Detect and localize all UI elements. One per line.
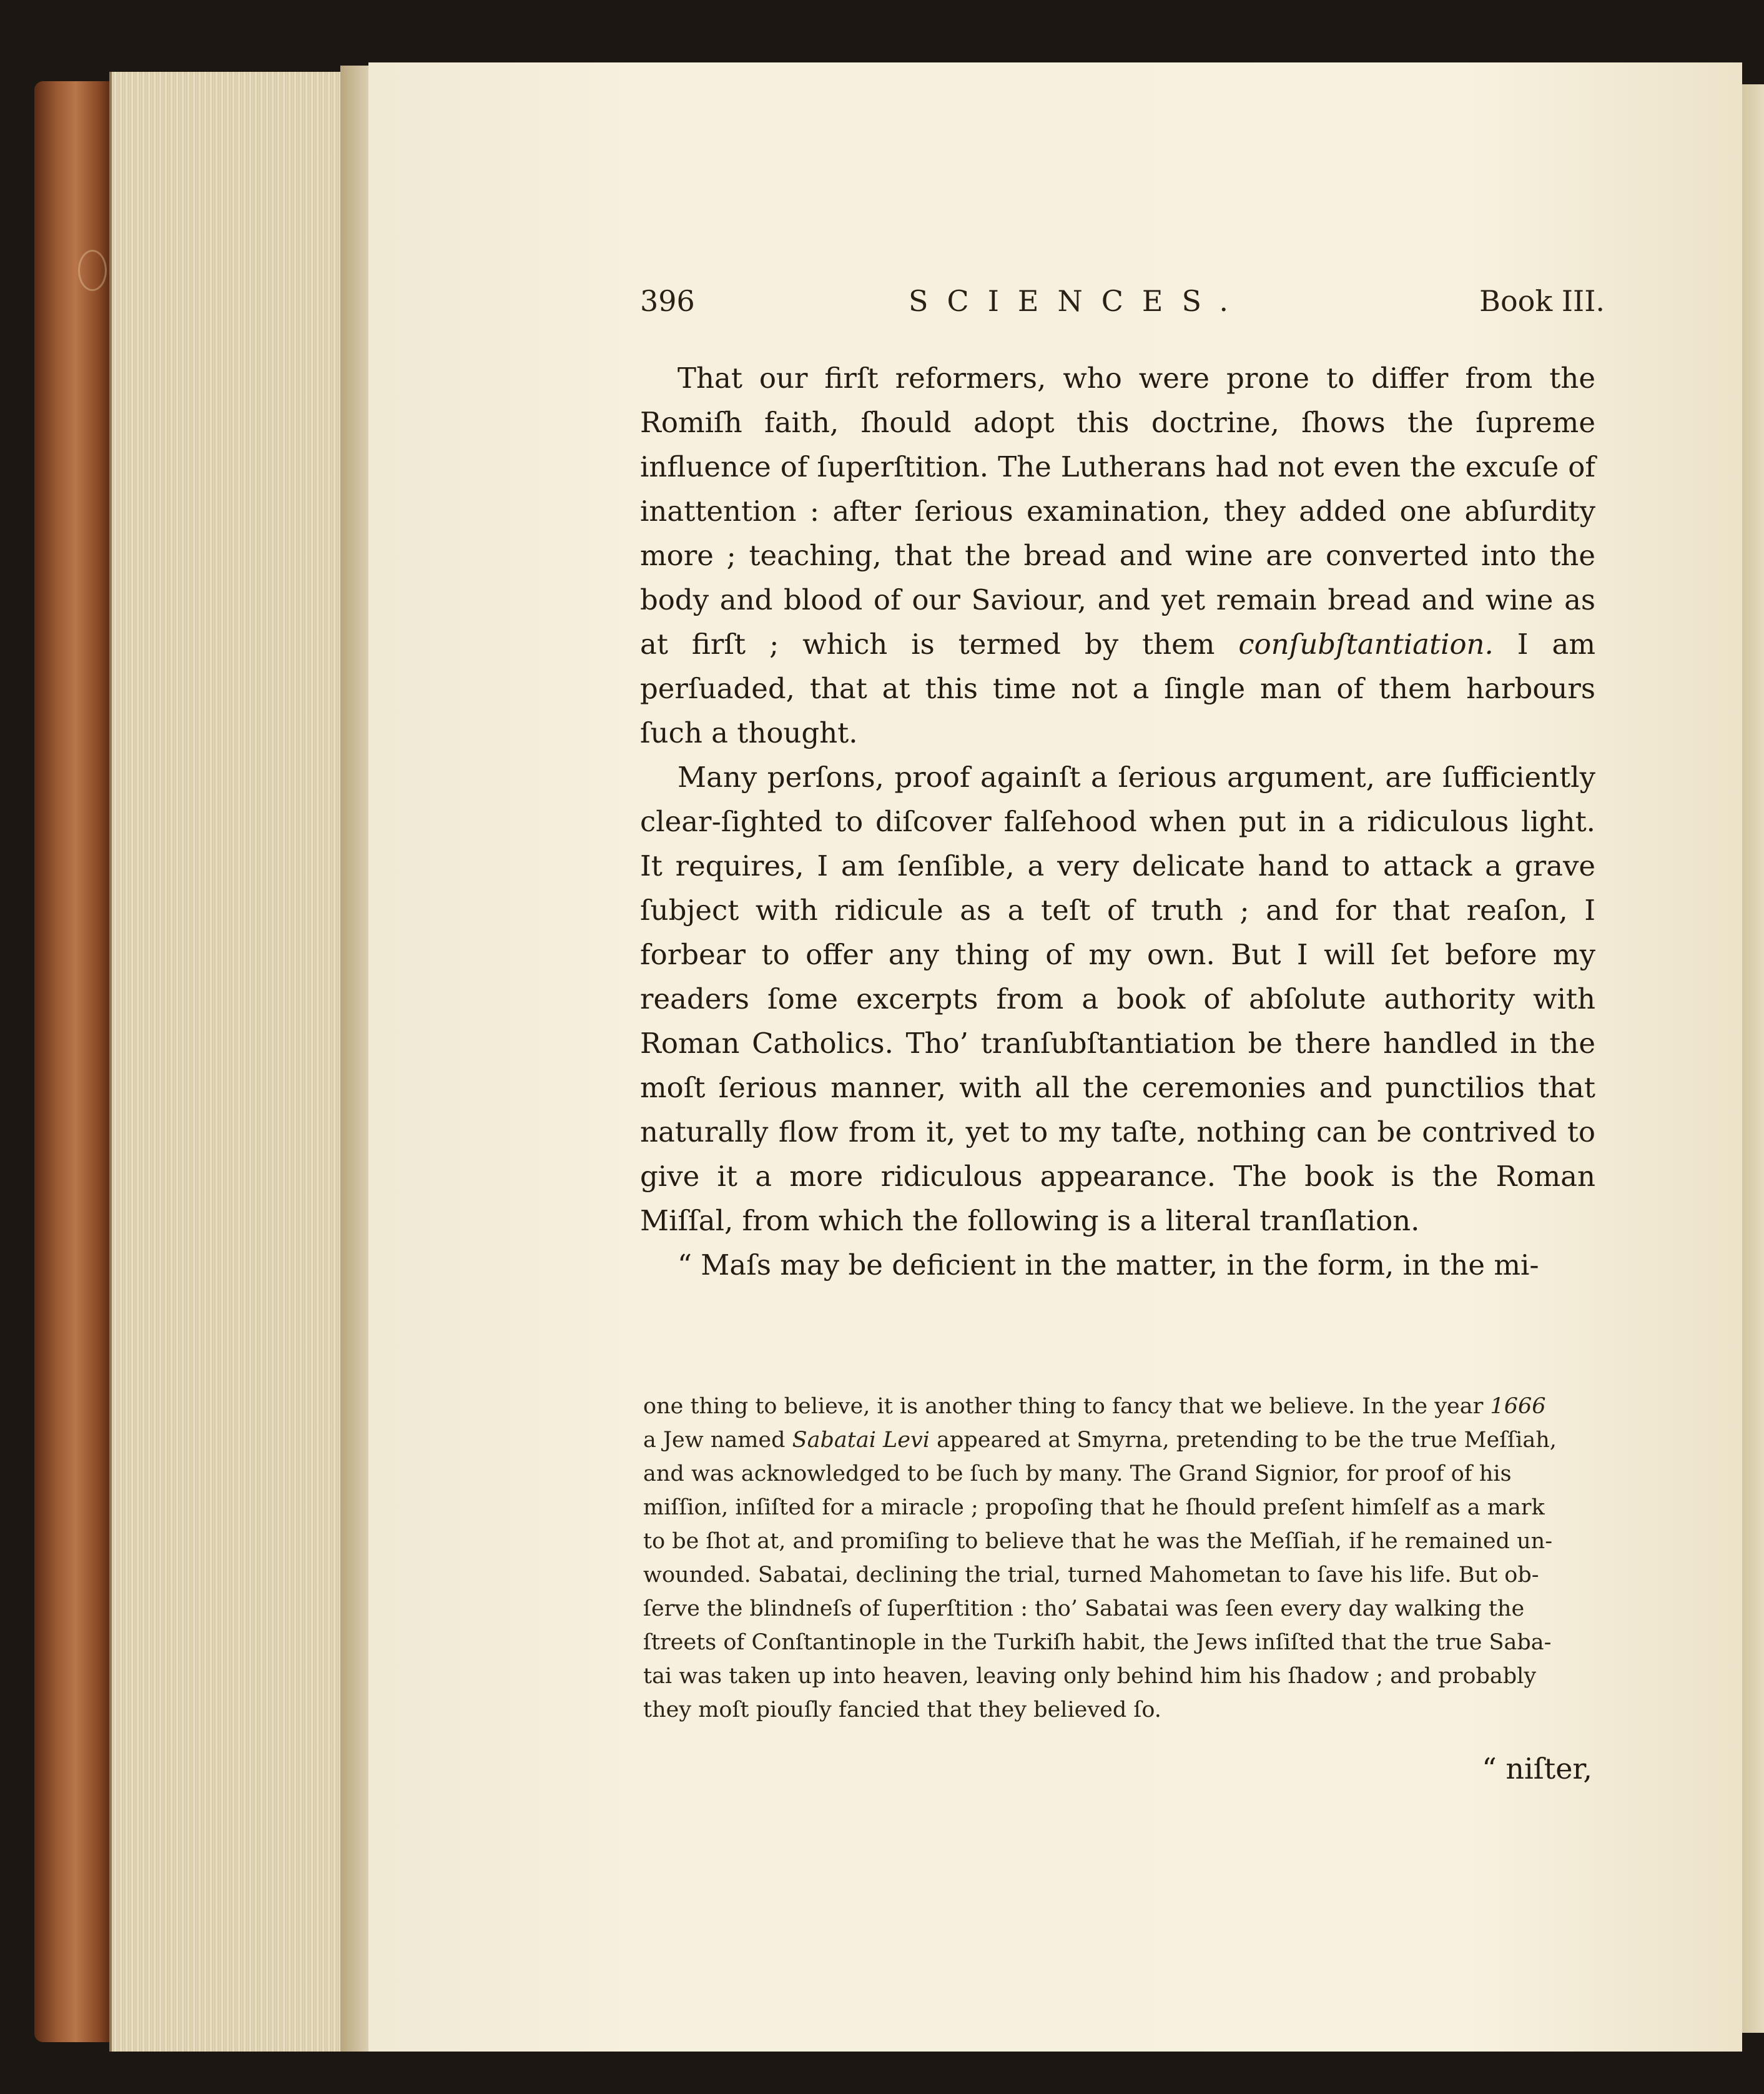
page-fore-edge [109,72,343,2052]
paragraph-3: “ Maſs may be deficient in the matter, in the form, in the mi- [678,1248,1539,1282]
paragraph-1 [640,356,1595,755]
footnote-line: miſſion, inſiſted for a miracle ; propoſing that he ſhould preſent himſelf as a mark [643,1495,1545,1520]
footnote-line: they moſt piouſly fancied that they believed ſo. [643,1697,1161,1722]
footnote [643,1390,1589,1727]
paragraph-1-text-a: That our firſt reformers, who were prone to differ from the Romiſh faith, ſhould adopt this doctrine, ſhows the ſupreme influence of ſuperſtition. The Lutherans had not even the excuſe of inattention : after ſerious examination, they added one abſurdity more ; teaching, that the bread and wine are converted into the body and blood of our Saviour, and yet remain bread and wine as at firſt ; which is termed by them [640,362,1595,661]
main-text [640,356,1595,1287]
running-head [640,284,1605,328]
running-title: SCIENCES. [909,284,1247,318]
footnote-text: appeared at Smyrna, pretending to be the true Meſſiah, [929,1428,1557,1453]
catchword: “ niſter, [1482,1752,1592,1785]
footnote-line [643,1423,1589,1457]
footnote-text: one thing to believe, it is another thing to fancy that we believe. In the year [643,1394,1491,1419]
page-number: 396 [640,284,695,318]
cover-tooling-mark [78,250,107,291]
italic-term: conſubſtantiation. [1238,628,1494,661]
footnote-line: to be ſhot at, and promiſing to believe that he was the Meſſiah, if he remained un- [643,1529,1553,1554]
paragraph-2: Many perſons, proof againſt a ſerious argument, are ſufficiently clear-ſighted to diſcover falſehood when put in a ridiculous light. It requires, I am ſenſible, a very delicate hand to attack a grave ſubject with ridicule as a teſt of truth ; and for that reaſon, I forbear to offer any thing of my own. But I will ſet before my readers ſome excerpts from a book of abſolute authority with Roman Catholics. Tho’ tranſubſtantiation be there handled in the moſt ſerious manner, with all the ceremonies and punctilios that naturally flow from it, yet to my taſte, nothing can be contrived to give it a more ridiculous appearance. The book is the Roman Miſſal, from which the following is a literal tranſlation. [640,761,1595,1237]
footnote-line: ſerve the blindneſs of ſuperſtition : tho’ Sabatai was ſeen every day walking the [643,1596,1525,1621]
footnote-line: ſtreets of Conſtantinople in the Turkiſh habit, the Jews inſiſted that the true Saba- [643,1630,1552,1655]
footnote-name: Sabatai Levi [792,1428,930,1453]
footnote-line: and was acknowledged to be ſuch by many. The Grand Signior, for proof of his [643,1461,1512,1486]
leather-cover [34,81,109,2042]
footnote-line [643,1390,1589,1423]
footnote-year: 1666 [1490,1394,1546,1419]
book-label: Book III. [1479,284,1605,318]
paragraph-1-text-b: I am perſuaded, that at this time not a ſingle man of them harbours ſuch a thought. [640,628,1595,749]
footnote-text: a Jew named [643,1428,792,1453]
footnote-line: wounded. Sabatai, declining the trial, turned Mahometan to ſave his life. But ob- [643,1563,1539,1588]
footnote-line: tai was taken up into heaven, leaving only behind him his ſhadow ; and probably [643,1664,1537,1689]
